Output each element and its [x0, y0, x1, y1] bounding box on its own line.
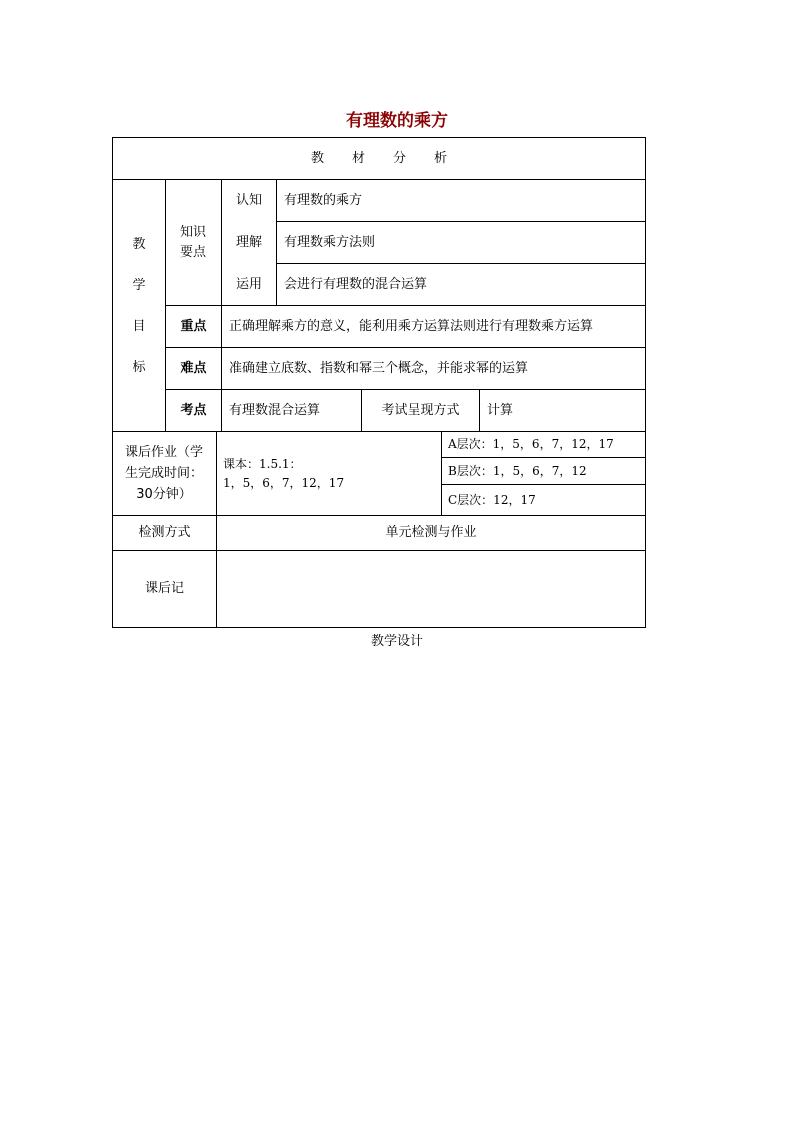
knowledge-row-label: 理解 [235, 234, 262, 250]
detection-value: 单元检测与作业 [385, 525, 477, 541]
knowledge-row-label: 认知 [235, 192, 262, 208]
page-title: 有理数的乘方 [346, 111, 448, 131]
notes-value [217, 551, 645, 627]
header-char-2: 材 [351, 150, 365, 166]
knowledge-label: 知识要点 [179, 224, 206, 260]
knowledge-row-value: 有理数的乘方 [284, 192, 363, 208]
difficulty-label: 难点 [180, 360, 207, 376]
homework-book [217, 432, 441, 515]
difficulty-value: 准确建立底数、指数和幂三个概念，并能求幂的运算 [229, 360, 529, 376]
exam-value: 有理数混合运算 [229, 402, 321, 418]
header-char-3: 分 [393, 150, 407, 166]
table-header [113, 138, 645, 179]
homework-level-c: C层次：12，17 [448, 492, 536, 507]
notes-label: 课后记 [144, 581, 184, 597]
key-point-label: 重点 [180, 318, 207, 334]
objectives-char-1: 教 [132, 236, 146, 252]
homework-label: 课后作业（学生完成时间：30分钟） [124, 445, 203, 502]
homework-book-line2: 1，5，6，7，12，17 [223, 476, 345, 490]
homework-level-a: A层次：1，5，6，7，12，17 [448, 437, 614, 452]
detection-label: 检测方式 [138, 525, 191, 541]
header-char-4: 析 [434, 150, 448, 166]
knowledge-row-label: 运用 [235, 276, 262, 292]
objectives-label [113, 180, 165, 431]
homework-level-b: B层次：1，5，6，7，12 [448, 463, 587, 478]
homework-book-line1: 课本：1.5.1： [223, 456, 302, 471]
exam-form-value: 计算 [487, 402, 514, 418]
key-point-value: 正确理解乘方的意义，能利用乘方运算法则进行有理数乘方运算 [229, 318, 594, 334]
objectives-char-4: 标 [132, 359, 146, 375]
exam-form-label: 考试呈现方式 [381, 402, 460, 418]
objectives-char-3: 目 [132, 318, 146, 334]
footer-caption: 教学设计 [370, 634, 423, 649]
knowledge-row-value: 会进行有理数的混合运算 [284, 276, 428, 292]
exam-label: 考点 [180, 402, 207, 418]
knowledge-row-value: 有理数乘方法则 [284, 234, 376, 250]
header-char-1: 教 [310, 150, 324, 166]
objectives-char-2: 学 [132, 277, 146, 293]
